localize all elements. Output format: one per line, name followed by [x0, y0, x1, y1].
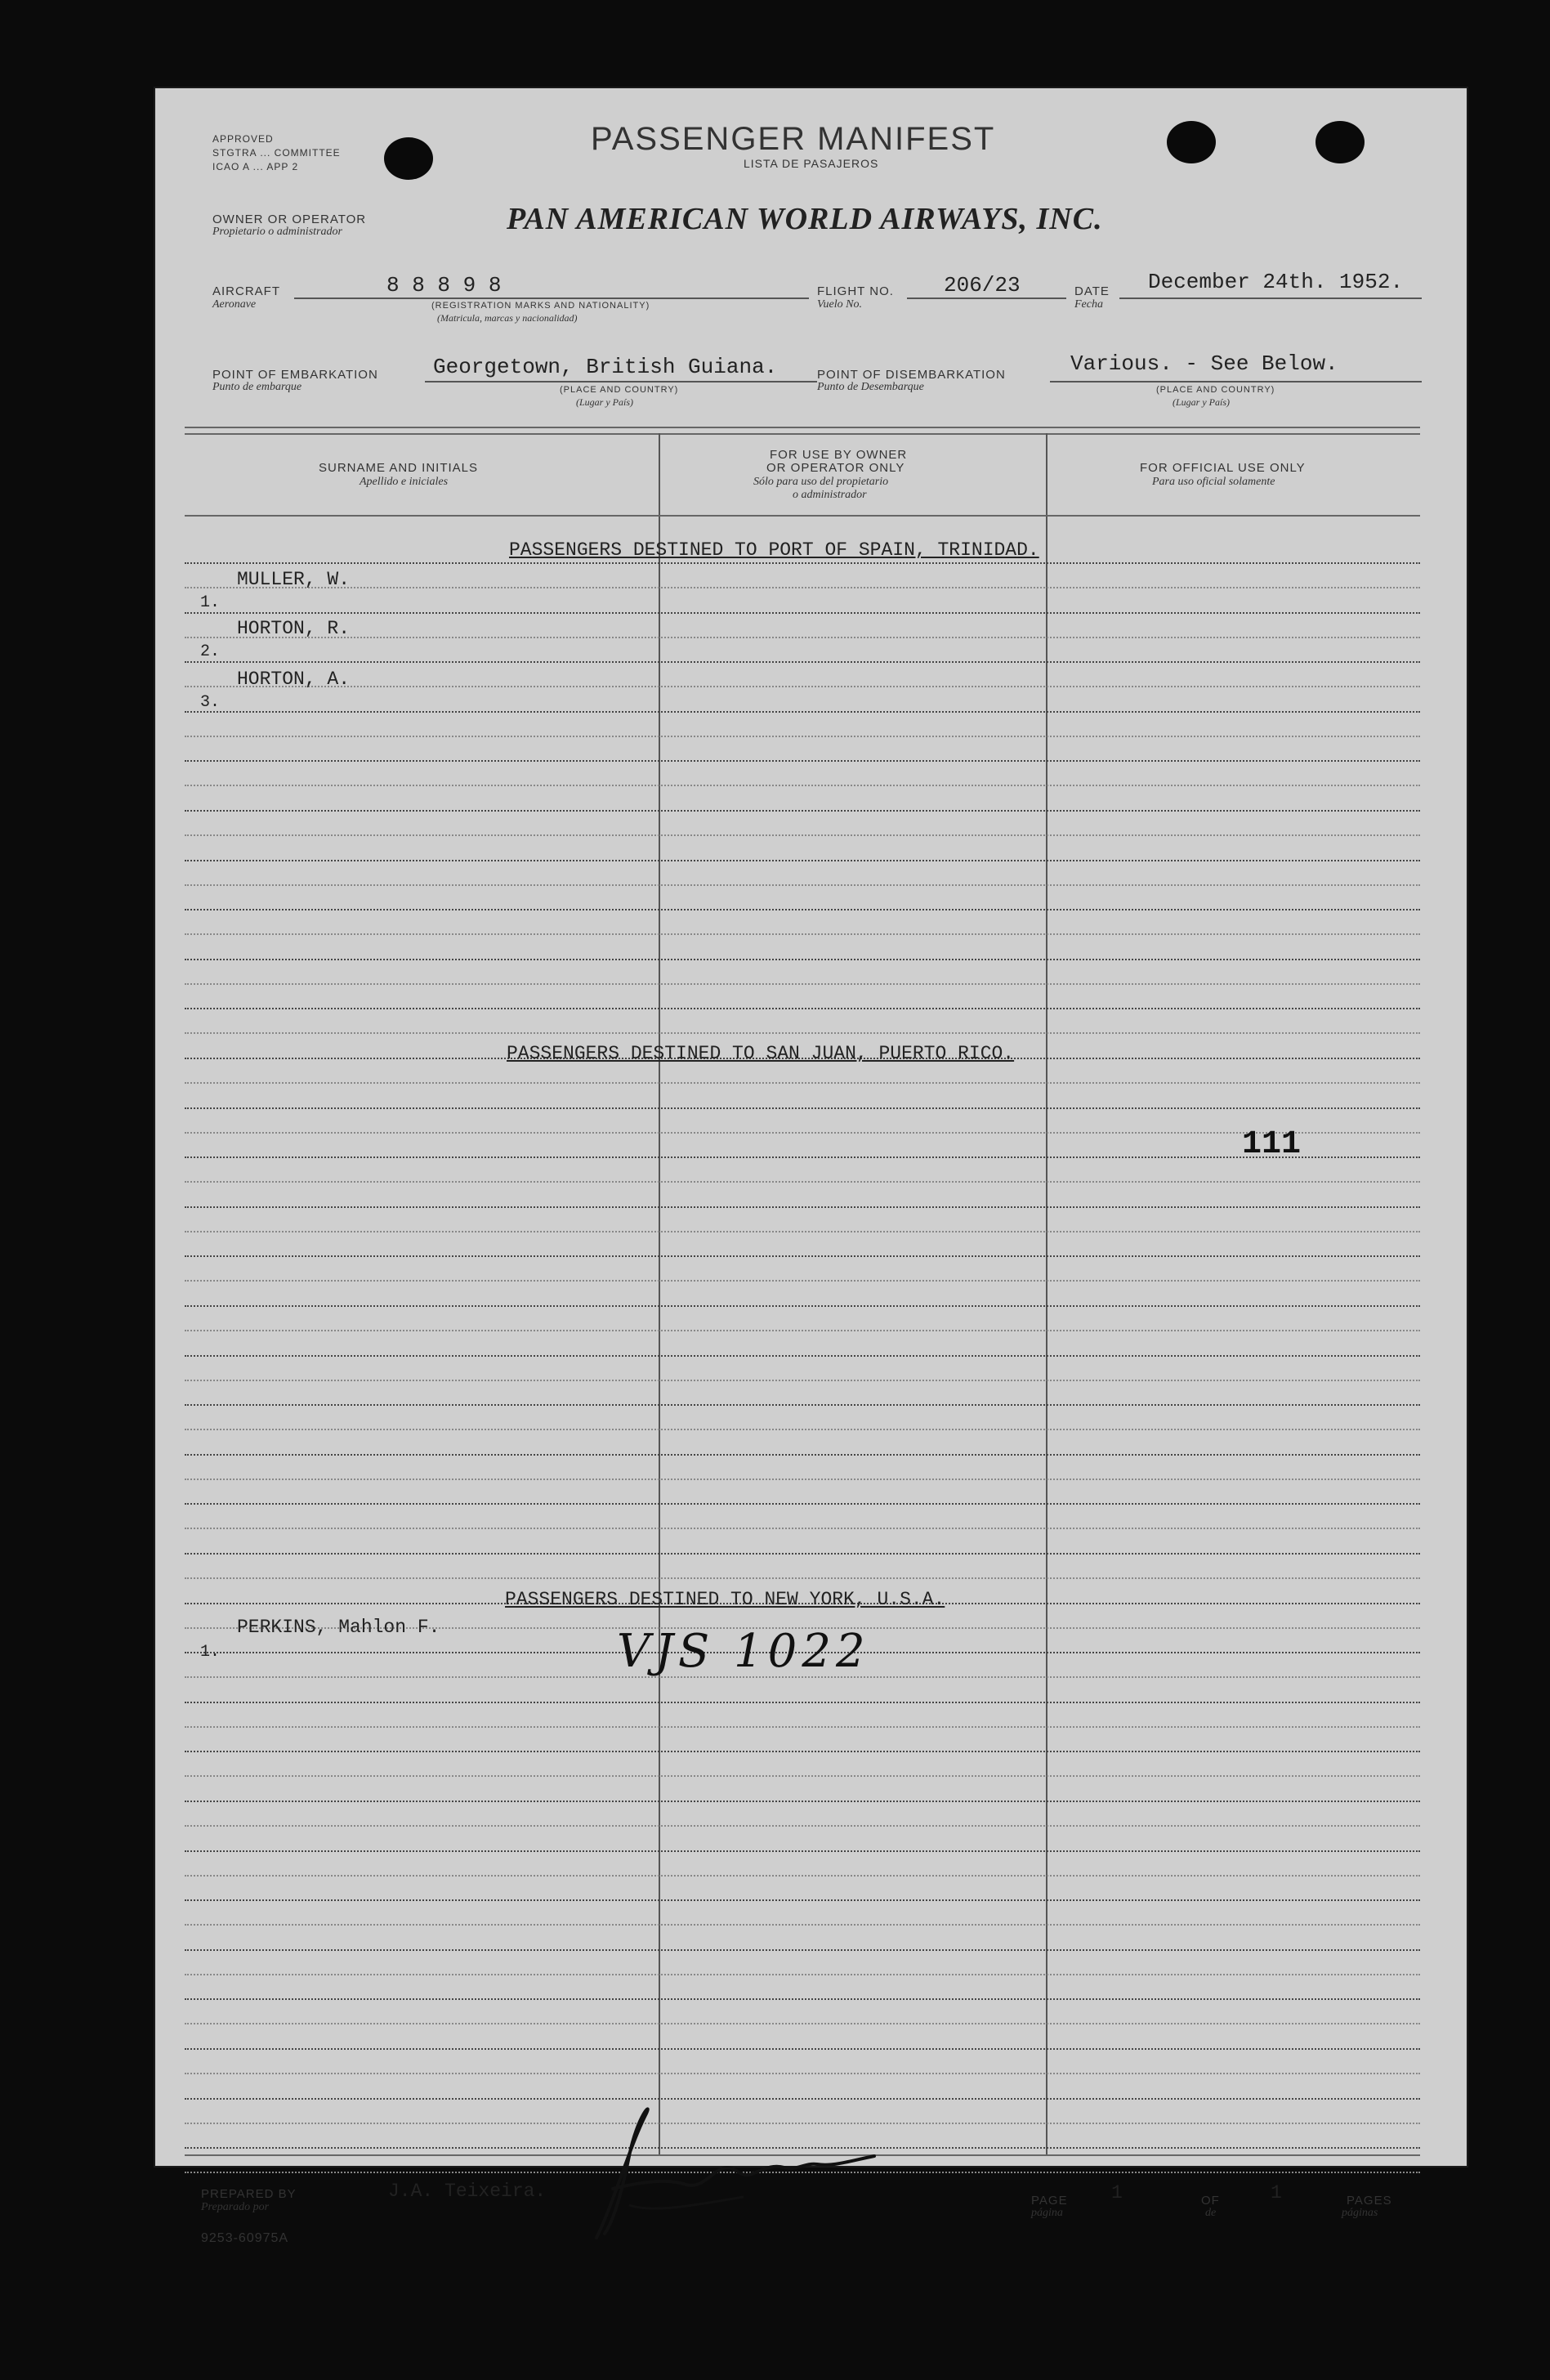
embark-hint-es: (Lugar y País) [576, 396, 633, 408]
of-value: 1 [1271, 2182, 1282, 2203]
owner-label: OWNER OR OPERATOR [212, 212, 367, 226]
punch-hole-right-1 [1167, 121, 1216, 163]
passenger-name: PERKINS, Mahlon F. [237, 1617, 440, 1638]
aircraft-label: AIRCRAFT [212, 284, 280, 298]
table-row-rule-faint [185, 1280, 1420, 1282]
column-header-owner-es2: o administrador [793, 489, 867, 501]
flight-label: FLIGHT NO. [817, 284, 894, 298]
prepared-label: PREPARED BY [201, 2187, 297, 2201]
table-row-rule-faint [185, 1429, 1420, 1430]
official-number: 111 [1242, 1126, 1302, 1163]
aircraft-underline [294, 298, 809, 299]
table-row-rule [185, 612, 1420, 614]
owner-value: PAN AMERICAN WORLD AIRWAYS, INC. [507, 202, 1103, 236]
table-top-rule-1 [185, 427, 1420, 428]
table-row-rule-faint [185, 1380, 1420, 1381]
table-row-rule [185, 1899, 1420, 1901]
embark-value: Georgetown, British Guiana. [433, 355, 778, 379]
aircraft-hint-es: (Matricula, marcas y nacionalidad) [437, 312, 578, 324]
table-row-rule [185, 1255, 1420, 1257]
table-row-rule-faint [185, 1479, 1420, 1480]
disembark-underline [1050, 381, 1422, 382]
table-row-rule-faint [185, 1132, 1420, 1134]
prepared-value: J.A. Teixeira. [388, 2181, 547, 2202]
header-bottom-rule [185, 515, 1420, 517]
disembark-label-es: Punto de Desembarque [817, 381, 924, 393]
table-row-rule-faint [185, 1924, 1420, 1926]
table-row-rule [185, 1801, 1420, 1802]
passenger-name: MULLER, W. [237, 569, 351, 590]
embark-label: POINT OF EMBARKATION [212, 368, 378, 382]
table-row-rule-faint [185, 884, 1420, 886]
column-header-official-es: Para uso oficial solamente [1152, 476, 1275, 488]
owner-label-es: Propietario o administrador [212, 226, 342, 238]
flight-underline [907, 298, 1066, 299]
table-row-rule [185, 1305, 1420, 1307]
section-heading-port-of-spain: PASSENGERS DESTINED TO PORT OF SPAIN, TRINIDAD. [509, 539, 1039, 561]
table-row-rule-faint [185, 1875, 1420, 1877]
table-row-rule-faint [185, 637, 1420, 638]
table-row-rule [185, 909, 1420, 910]
table-row-rule [185, 959, 1420, 960]
table-row-rule-faint [185, 983, 1420, 985]
punch-hole-left [384, 137, 433, 180]
disembark-label: POINT OF DISEMBARKATION [817, 368, 1006, 382]
table-row-rule-faint [185, 785, 1420, 786]
embark-underline [425, 381, 817, 382]
column-divider-2 [1046, 433, 1047, 2156]
date-label-es: Fecha [1074, 298, 1103, 311]
table-row-rule-faint [185, 1032, 1420, 1034]
table-row-rule [185, 1850, 1420, 1852]
approval-line-2: STGTRA ... COMMITTEE [212, 147, 341, 159]
table-row-rule [185, 1553, 1420, 1555]
approval-line-1: APPROVED [212, 133, 274, 145]
form-number: 9253-60975A [201, 2231, 289, 2245]
table-row-rule [185, 2048, 1420, 2050]
handwritten-note: VJS 1022 [617, 1625, 870, 1678]
page-title-sub: LISTA DE PASAJEROS [744, 157, 879, 170]
table-row-rule [185, 1156, 1420, 1158]
of-label: OF [1201, 2194, 1220, 2208]
table-row-rule-faint [185, 1330, 1420, 1331]
page-label-es: página [1031, 2207, 1063, 2219]
approval-line-3: ICAO A ... APP 2 [212, 161, 299, 172]
table-row-rule [185, 860, 1420, 861]
column-header-owner-es1: Sólo para uso del propietario [753, 476, 889, 488]
table-row-rule-faint [185, 1181, 1420, 1183]
section-heading-san-juan: PASSENGERS DESTINED TO SAN JUAN, PUERTO RICO. [507, 1043, 1015, 1064]
table-top-rule-2 [185, 433, 1420, 435]
section-heading-new-york: PASSENGERS DESTINED TO NEW YORK, U.S.A. [505, 1589, 945, 1610]
column-header-surname: SURNAME AND INITIALS [319, 461, 479, 475]
table-row-rule-faint [185, 1528, 1420, 1529]
disembark-hint: (PLACE AND COUNTRY) [1156, 385, 1275, 395]
table-row-rule-faint [185, 2073, 1420, 2074]
page-value: 1 [1111, 2182, 1123, 2203]
table-row-rule [185, 711, 1420, 713]
table-row-rule [185, 1702, 1420, 1703]
page-title: PASSENGER MANIFEST [591, 121, 996, 157]
table-row-rule-faint [185, 686, 1420, 687]
table-row-rule [185, 810, 1420, 812]
date-value: December 24th. 1952. [1148, 270, 1404, 294]
date-label: DATE [1074, 284, 1110, 298]
table-row-rule [185, 1355, 1420, 1357]
table-row-rule-faint [185, 1577, 1420, 1579]
disembark-value: Various. - See Below. [1070, 351, 1338, 376]
table-row-rule-faint [185, 1231, 1420, 1232]
passenger-number: 1. [200, 593, 221, 612]
table-row-rule-faint [185, 736, 1420, 737]
disembark-hint-es: (Lugar y País) [1173, 396, 1230, 408]
passenger-number: 1. [200, 1643, 221, 1662]
table-row-rule [185, 1503, 1420, 1505]
column-header-owner-l2: OR OPERATOR ONLY [766, 461, 905, 475]
prepared-label-es: Preparado por [201, 2201, 270, 2213]
punch-hole-right-2 [1315, 121, 1365, 163]
table-row-rule [185, 1751, 1420, 1752]
table-row-rule-faint [185, 933, 1420, 935]
table-row-rule [185, 661, 1420, 663]
pages-label-es: páginas [1342, 2207, 1378, 2219]
column-header-owner-l1: FOR USE BY OWNER [770, 448, 908, 462]
embark-label-es: Punto de embarque [212, 381, 302, 393]
pages-label: PAGES [1347, 2194, 1392, 2208]
passenger-name: HORTON, R. [237, 618, 351, 639]
table-row-rule-faint [185, 587, 1420, 588]
table-row-rule-faint [185, 1775, 1420, 1777]
flight-value: 206/23 [944, 273, 1021, 298]
manifest-sheet [155, 88, 1467, 2245]
date-underline [1119, 298, 1422, 299]
column-divider-1 [659, 433, 660, 2156]
aircraft-value: 8 8 8 9 8 [386, 273, 502, 298]
passenger-name: HORTON, A. [237, 669, 351, 690]
aircraft-hint: (REGISTRATION MARKS AND NATIONALITY) [431, 301, 650, 311]
table-row-rule-faint [185, 1974, 1420, 1975]
signature [580, 2082, 907, 2254]
table-row-rule [185, 1008, 1420, 1009]
embark-hint: (PLACE AND COUNTRY) [560, 385, 679, 395]
column-header-surname-es: Apellido e iniciales [360, 476, 449, 488]
table-row-rule [185, 1107, 1420, 1109]
table-row-rule-faint [185, 1726, 1420, 1728]
aircraft-label-es: Aeronave [212, 298, 257, 311]
table-row-rule [185, 760, 1420, 762]
table-row-rule [185, 1404, 1420, 1406]
table-row-rule [185, 1454, 1420, 1456]
passenger-number: 3. [200, 693, 221, 712]
table-row-rule [185, 1949, 1420, 1951]
table-row-rule-faint [185, 1082, 1420, 1084]
passenger-number: 2. [200, 642, 221, 661]
table-row-rule [185, 562, 1420, 564]
column-header-official: FOR OFFICIAL USE ONLY [1140, 461, 1306, 475]
table-row-rule-faint [185, 2023, 1420, 2024]
flight-label-es: Vuelo No. [817, 298, 862, 311]
of-label-es: de [1205, 2207, 1217, 2219]
table-row-rule-faint [185, 1825, 1420, 1827]
table-row-rule [185, 1206, 1420, 1208]
table-row-rule-faint [185, 834, 1420, 836]
table-row-rule [185, 1998, 1420, 2000]
page-label: PAGE [1031, 2194, 1068, 2208]
